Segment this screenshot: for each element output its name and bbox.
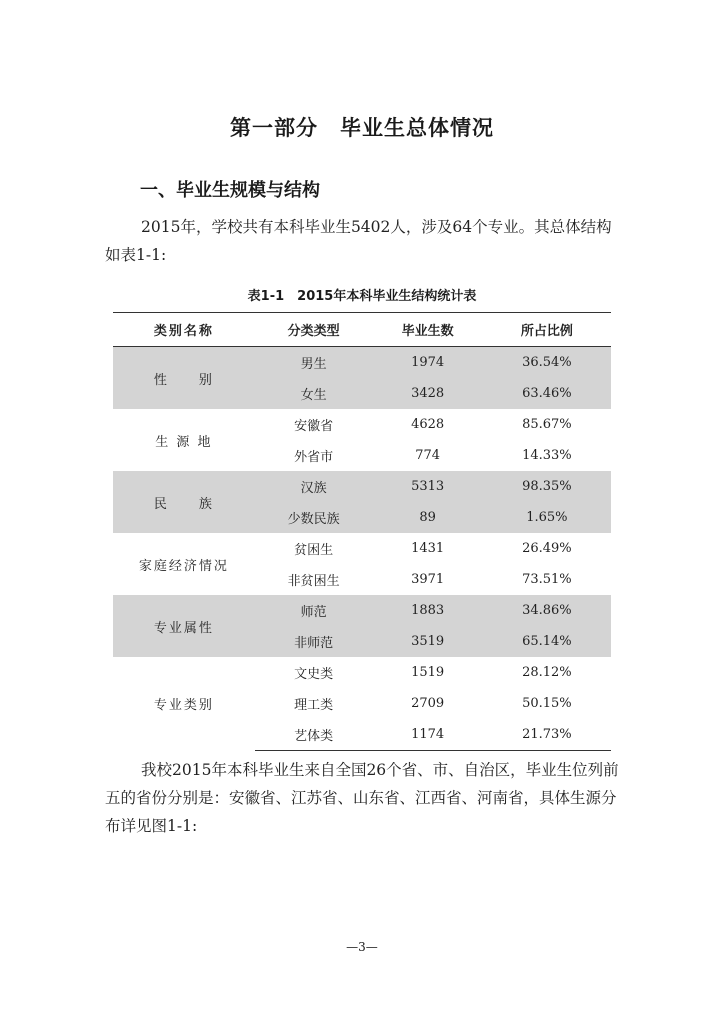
category-cell: 生 源 地 xyxy=(155,434,213,450)
category-cell: 专业属性 xyxy=(113,595,255,657)
table-header-row xyxy=(113,313,611,347)
count-cell: 2709 xyxy=(411,696,445,711)
header-category: 类别名称 xyxy=(113,313,255,347)
category-cell: 民 族 xyxy=(113,471,255,533)
type-cell: 师范 xyxy=(255,595,373,626)
percent-cell: 65.14% xyxy=(483,626,611,657)
table-caption: 表1-1 2015年本科毕业生结构统计表 xyxy=(247,289,477,304)
percent-cell: 28.12% xyxy=(522,665,572,680)
section-heading: 一、毕业生规模与结构 xyxy=(140,180,320,201)
type-cell: 理工类 xyxy=(294,698,334,713)
part-title-right: 毕业生总体情况 xyxy=(340,116,494,140)
percent-cell: 26.49% xyxy=(522,541,572,556)
closing-paragraph-text: 我校2015年本科毕业生来自全国26个省、市、自治区，毕业生位列前五的省份分别是：安徽省、江苏省、山东省、江西省、河南省，具体生源分布详见图1-1: xyxy=(105,761,619,835)
type-cell: 安徽省 xyxy=(294,419,334,434)
percent-cell: 98.35% xyxy=(483,471,611,502)
percent-cell: 21.73% xyxy=(483,719,611,751)
type-cell: 男生 xyxy=(255,347,373,379)
type-cell: 非贫困生 xyxy=(287,574,340,589)
percent-cell: 36.54% xyxy=(483,347,611,379)
count-cell: 5313 xyxy=(373,471,483,502)
count-cell: 3971 xyxy=(411,572,445,587)
part-title-left: 第一部分 xyxy=(230,116,318,140)
percent-cell: 63.46% xyxy=(483,378,611,409)
count-cell: 774 xyxy=(415,448,441,463)
type-cell: 非师范 xyxy=(255,626,373,657)
category-cell: 性 别 xyxy=(113,347,255,410)
count-cell: 4628 xyxy=(411,417,445,432)
part-title xyxy=(0,112,724,142)
type-cell: 汉族 xyxy=(255,471,373,502)
intro-paragraph-text: 2015年，学校共有本科毕业生5402人，涉及64个专业。其总体结构如表1-1: xyxy=(105,218,612,264)
graduate-structure-table xyxy=(113,312,611,751)
type-cell: 外省市 xyxy=(294,450,334,465)
count-cell: 1174 xyxy=(373,719,483,751)
count-cell: 1883 xyxy=(373,595,483,626)
type-cell: 艺体类 xyxy=(255,719,373,751)
count-cell: 3519 xyxy=(373,626,483,657)
percent-cell: 34.86% xyxy=(483,595,611,626)
count-cell: 1519 xyxy=(411,665,445,680)
page-number: —3— xyxy=(346,940,378,954)
table-row xyxy=(113,657,611,688)
count-cell: 3428 xyxy=(373,378,483,409)
intro-paragraph xyxy=(105,213,625,269)
count-cell: 1974 xyxy=(373,347,483,379)
type-cell: 文史类 xyxy=(294,667,334,682)
type-cell: 少数民族 xyxy=(255,502,373,533)
header-count: 毕业生数 xyxy=(373,313,483,347)
type-cell: 贫困生 xyxy=(294,543,334,558)
category-cell: 家庭经济情况 xyxy=(138,558,229,574)
header-percent: 所占比例 xyxy=(483,313,611,347)
percent-cell: 73.51% xyxy=(522,572,572,587)
count-cell: 89 xyxy=(373,502,483,533)
table-row xyxy=(113,409,611,440)
percent-cell: 1.65% xyxy=(483,502,611,533)
table-row xyxy=(113,347,611,379)
closing-paragraph xyxy=(105,756,625,840)
percent-cell: 85.67% xyxy=(522,417,572,432)
table-row xyxy=(113,471,611,502)
category-cell: 专业类别 xyxy=(153,698,214,714)
table-row xyxy=(113,595,611,626)
header-type: 分类类型 xyxy=(255,313,373,347)
type-cell: 女生 xyxy=(255,378,373,409)
percent-cell: 50.15% xyxy=(522,696,572,711)
table-row xyxy=(113,533,611,564)
percent-cell: 14.33% xyxy=(522,448,572,463)
count-cell: 1431 xyxy=(411,541,445,556)
